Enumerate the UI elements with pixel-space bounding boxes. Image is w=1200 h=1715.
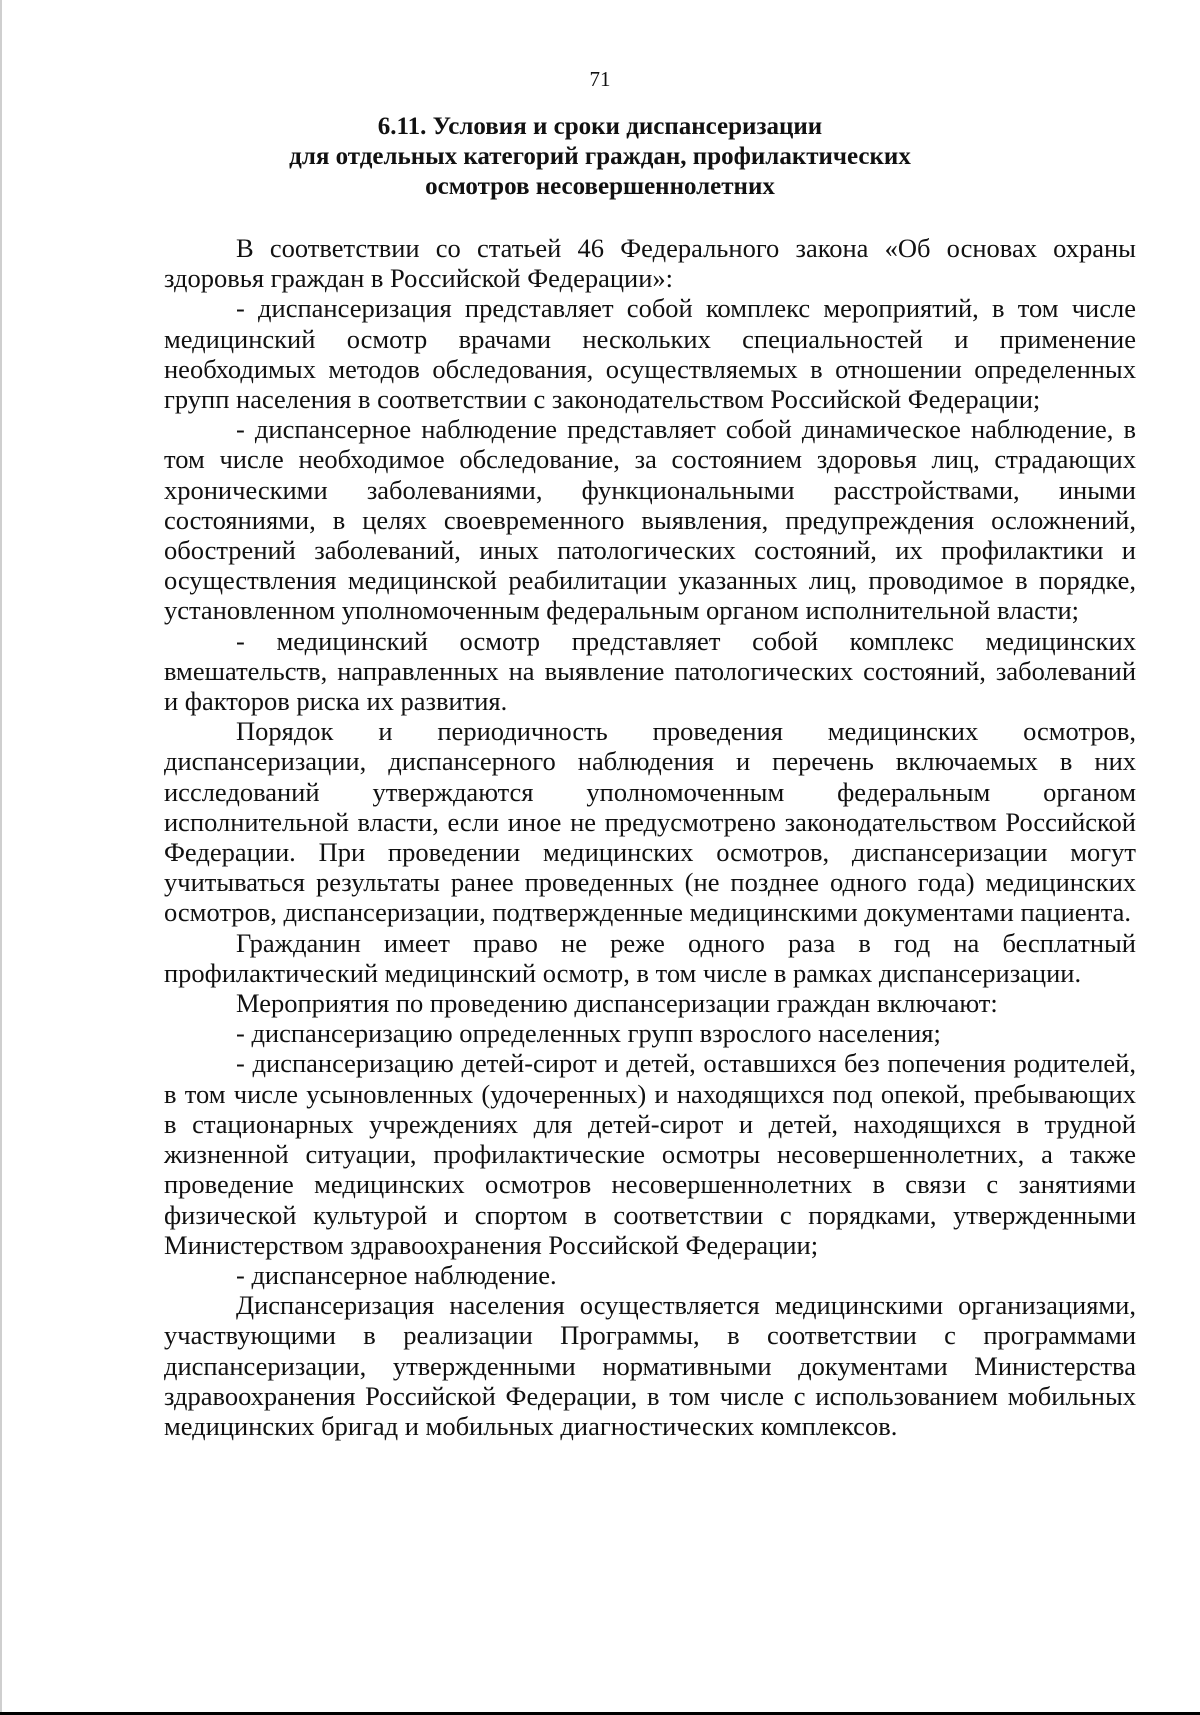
scan-edge-left	[0, 0, 2, 1715]
section-heading-line-1: 6.11. Условия и сроки диспансеризации	[377, 113, 823, 140]
paragraph-citizen-right: Гражданин имеет право не реже одного раза в год на бесплатный профилактический медицинский осмотр, в том числе в рамках диспансеризации.	[164, 927, 1136, 988]
page-number: 71	[589, 67, 611, 91]
list-item-dispensary-observation: - диспансерное наблюдение.	[236, 1259, 557, 1290]
paragraph-medical-exam-definition: - медицинский осмотр представляет собой комплекс медицинских вмешательств, направленных на выявление патологических состояний, заболеваний и факторов риска их развития.	[164, 625, 1136, 717]
section-heading-line-3: осмотров несовершеннолетних	[425, 173, 775, 200]
paragraph-measures-include: Мероприятия по проведению диспансеризации граждан включают:	[236, 988, 998, 1019]
paragraph-intro: В соответствии со статьей 46 Федерального закона «Об основах охраны здоровья граждан в Российской Федерации»:	[164, 233, 1136, 294]
paragraph-dispensary-observation-definition: - диспансерное наблюдение представляет собой динамическое наблюдение, в том числе необходимое обследование, за состоянием здоровья лиц, страдающих хроническими заболеваниями, функциональными расстройствами, иными состояниями, в целях своевременного выявления, предупреждения осложнений, обострений заболеваний, иных патологических состояний, их профилактики и осуществления медицинской реабилитации указанных лиц, проводимое в порядке, установленном уполномоченным федеральным органом исполнительной власти;	[164, 414, 1136, 626]
list-item-orphans-minors: - диспансеризацию детей-сирот и детей, оставшихся без попечения родителей, в том числе усыновленных (удочеренных) и находящихся под опекой, пребывающих в стационарных учреждениях для детей-сирот и детей, находящихся в трудной жизненной ситуации, профилактические осмотры несовершеннолетних, а также проведение медицинских осмотров несовершеннолетних в связи с занятиями физической культурой и спортом в соответствии с порядками, утвержденными Министерством здравоохранения Российской Федерации;	[164, 1048, 1136, 1260]
section-heading	[150, 112, 1050, 202]
paragraph-organizations: Диспансеризация населения осуществляется медицинскими организациями, участвующими в реализации Программы, в соответствии с программами диспансеризации, утвержденными нормативными документами Министерства здравоохранения Российской Федерации, в том числе с использованием мобильных медицинских бригад и мобильных диагностических комплексов.	[164, 1290, 1136, 1441]
list-item-adult-groups: - диспансеризацию определенных групп взрослого населения;	[236, 1018, 941, 1049]
paragraph-order-and-periodicity: Порядок и периодичность проведения медицинских осмотров, диспансеризации, диспансерного наблюдения и перечень включаемых в них исследований утверждаются уполномоченным федеральным органом исполнительной власти, если иное не предусмотрено законодательством Российской Федерации. При проведении медицинских осмотров, диспансеризации могут учитываться результаты ранее проведенных (не позднее одного года) медицинских осмотров, диспансеризации, подтвержденные медицинскими документами пациента.	[164, 716, 1136, 928]
document-body	[164, 233, 1136, 1441]
paragraph-dispanserization-definition: - диспансеризация представляет собой комплекс мероприятий, в том числе медицинский осмотр врачами нескольких специальностей и применение необходимых методов обследования, осуществляемых в отношении определенных групп населения в соответствии с законодательством Российской Федерации;	[164, 293, 1136, 415]
section-heading-line-2: для отдельных категорий граждан, профилактических	[289, 143, 911, 170]
